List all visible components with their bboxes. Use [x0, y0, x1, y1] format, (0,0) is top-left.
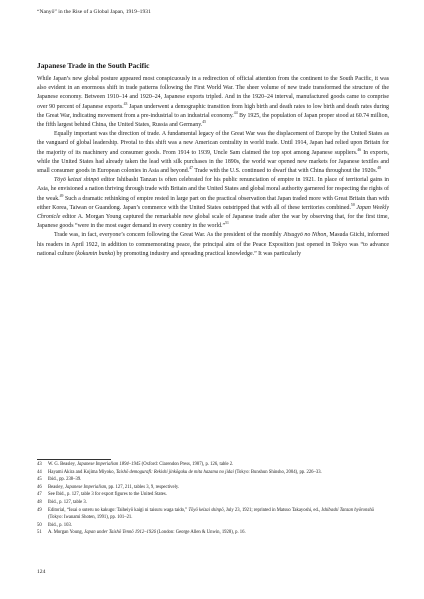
text-run: ) by promoting industry and spreading practical knowledge.” It was particularly — [113, 250, 302, 257]
footnote-reference: 51 — [225, 221, 229, 226]
footnote-number: 47 — [37, 492, 42, 498]
footnote-number: 48 — [37, 499, 42, 505]
text-run: In exports, while the United States had already taken the lead with silk purchases in the 1890s, the world war opened new markets for Japanese textiles and small consumer goods in European colonies in Asia and beyond. — [37, 149, 389, 175]
italic-title: Tōyō keizai shinpō — [188, 507, 224, 513]
footnote-text — [48, 522, 389, 530]
footnote-reference: 49 — [59, 193, 64, 198]
text-run: , pp. 127, 211, tables 3, 9, respectively. — [106, 484, 180, 490]
text-run: (Oxford: Clarendon Press, 1987), p. 126, table 2. — [140, 462, 234, 467]
text-run: Ibid., pp. 238–39. — [48, 477, 82, 483]
footnote-number: 44 — [37, 469, 42, 475]
footnote-number: 50 — [37, 522, 42, 528]
footnote-text — [48, 499, 389, 507]
footnote — [37, 507, 389, 522]
footnote-reference: 50 — [350, 202, 355, 207]
body-text — [37, 75, 389, 259]
footnote-number: 51 — [37, 530, 42, 536]
footnote — [37, 461, 389, 469]
italic-title: kokumin bunka — [77, 250, 114, 257]
text-run: While Japan’s new global posture appeared most conspicuously in a redirection of official attention from the continent to the South Pacific, it was also evident in an enormous shift in trade patterns following the First World War. The sheer volume of new trade transformed the structure of the Japanese economy. Between 1910–14 and 1920–24, Japanese exports tripled. And in the 1920–24 interval, manufactured goods came to comprise over 90 percent of Japanese exports. — [37, 76, 389, 110]
footnote-reference: 47 — [189, 166, 193, 171]
italic-title: Japanese Imperialism 1894–1945 — [76, 462, 141, 467]
italic-title: Tōyō keizai shinpō — [54, 177, 100, 184]
text-run: editor A. Morgan Young captured the remarkable new global scale of Japanese trade after the war by observing that, for the first time, Japanese goods “were in the most eager demand in every country in the world.” — [37, 214, 389, 230]
page-number: 124 — [37, 569, 46, 575]
italic-title: Ishibashi Tanzan hyōronshū — [321, 507, 374, 513]
text-run: Equally important was the direction of trade. A fundamental legacy of the Great War was the displacement of Europe by the United States as the vanguard of global leadership. Pivotal to this shift was a new American centrality in world trade. Until 1914, Japan had relied upon Britain for the majority of its machinery and consumer goods. From 1914 to 1939, Uncle Sam claimed the top spot among Japanese suppliers. — [37, 131, 389, 156]
text-run: editor Ishibashi Tanzan is often celebrated for his public renunciation of empire in 1921. In place of territorial gains in Asia, he envisioned a nation thriving through trade with Britain and the United States and global moral authority garnered for respecting the rights of the weak. — [37, 177, 389, 202]
footnote-text — [48, 491, 389, 499]
footnote — [37, 491, 389, 499]
text-run: Editorial, “Issai o suteru no kakugo: Taiheiyō kaigi ni taisuru waga taido,” — [48, 507, 189, 513]
paragraph — [37, 231, 389, 259]
italic-title: Japan Weekly Chronicle — [37, 204, 389, 221]
text-run: Hayami Akira and Kojima Miyoko, — [48, 469, 116, 475]
footnotes — [37, 461, 389, 537]
footnote-text — [48, 461, 389, 469]
text-run: Trade with the U.S. continued to dwarf that with China throughout the 1920s. — [192, 168, 378, 175]
paragraph — [37, 176, 389, 231]
paragraph — [37, 130, 389, 176]
footnote-reference: 43 — [123, 101, 128, 106]
text-run: Ibid., p. 103. — [48, 522, 72, 528]
footnote-text — [48, 507, 389, 522]
footnote — [37, 484, 389, 492]
text-run: See Ibid., p. 127, table 3 for export figures to the United States. — [48, 492, 167, 498]
text-run: Such a dramatic rethinking of empire rested in large part on the practical observation that Japan traded more with Great Britain than with either Korea, Taiwan or Guandong. Japan’s commerce with the United States outstripped that with all of these territories combined. — [37, 195, 389, 211]
footnote-reference: 46 — [357, 147, 362, 152]
italic-title: Taishō demogurafi: Rekishi jinkōgaku de mita hazama no jidai — [115, 469, 234, 475]
text-run: , Masuda Giichi, informed his readers in April 1922, in addition to commemorating peace, the principal aim of the Peace Exposition just opened in Tokyo was “to advance national culture ( — [37, 232, 389, 257]
footnote-reference: 48 — [377, 166, 381, 171]
footnote — [37, 529, 389, 537]
text-run: W. G. Beasley, — [48, 462, 77, 467]
text-run: (London: George Allen & Unwin, 1928), p. 16. — [155, 530, 246, 536]
footnote-text — [48, 476, 389, 484]
footnote-divider — [37, 459, 111, 460]
text-run: By 1925, the population of Japan proper stood at 60.74 million, the fifth largest behind China, the United States, Russia and Germany. — [37, 112, 389, 129]
footnote — [37, 499, 389, 507]
footnote-number: 46 — [37, 484, 42, 490]
running-head: “Nanyō” in the Rise of a Global Japan, 1919–1931 — [37, 9, 151, 15]
footnote-number: 49 — [37, 507, 42, 513]
footnote-text — [48, 529, 389, 537]
italic-title: Jitsugyō no Nihon — [283, 232, 327, 239]
footnote — [37, 469, 389, 477]
footnote-text — [48, 484, 389, 492]
text-run: , July 23, 1921; reprinted in Matsuo Takayoshi, ed., — [223, 507, 322, 513]
text-run: (Tokyo: Bunshun Shinsho, 2004), pp. 226–33. — [233, 469, 322, 475]
italic-title: Japanese Imperialism — [64, 484, 107, 490]
text-run: Ibid., p. 127, table 3. — [48, 499, 87, 505]
footnote-text — [48, 469, 389, 477]
paragraph — [37, 75, 389, 130]
footnote-number: 45 — [37, 477, 42, 483]
footnote — [37, 522, 389, 530]
footnote-number: 43 — [37, 462, 42, 467]
text-run: Japan underwent a demographic transition from high birth and death rates to low birth and death rates during the Great War, indicating movement from a pre-industrial to an industrial economy. — [37, 103, 389, 119]
footnote-reference: 45 — [202, 120, 207, 125]
footnote — [37, 476, 389, 484]
text-run: (Tokyo: Iwanami Shoten, 1991), pp. 101–21. — [48, 515, 133, 521]
italic-title: Japan under Taishō Tennō 1912–1926 — [84, 530, 156, 536]
footnote-reference: 44 — [233, 110, 238, 115]
section-heading: Japanese Trade in the South Pacific — [37, 61, 150, 70]
text-run: Beasley, — [48, 484, 65, 490]
text-run: Trade was, in fact, everyone’s concern following the Great War. As the president of the monthly — [54, 232, 284, 239]
text-run: A. Morgan Young, — [48, 530, 85, 536]
